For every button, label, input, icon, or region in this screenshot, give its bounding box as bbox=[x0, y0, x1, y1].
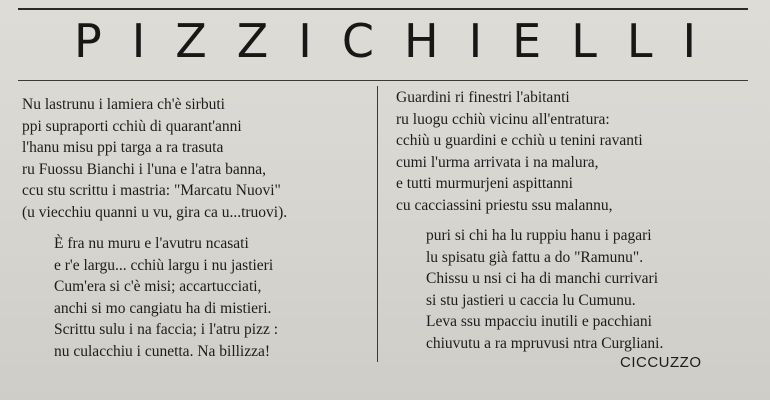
verse-line: e r'e largu... cchiù largu i nu jastieri bbox=[54, 256, 274, 274]
verse-line: lu spisatu già fattu a do "Ramunu". bbox=[426, 248, 644, 266]
verse-line: Cum'era si c'è misi; accartucciati, bbox=[54, 278, 262, 295]
verse-line: ru luogu cchiù vicinu all'entratura: bbox=[396, 110, 610, 128]
verse-line: Leva ssu mpacciu inutili e pacchiani bbox=[426, 313, 652, 330]
verse-line: cumi l'urma arrivata i na malura, bbox=[396, 153, 599, 171]
verse-line: chiuvutu a ra mpruvusi ntra Curgliani. bbox=[426, 334, 664, 352]
verse-line: Chissu u nsi ci ha di manchi currivari bbox=[426, 270, 659, 287]
right-stanza-1 bbox=[396, 87, 643, 216]
verse-line: nu culacchiu i cunetta. Na billizza! bbox=[54, 342, 271, 360]
column-divider bbox=[377, 86, 378, 362]
left-stanza-1 bbox=[22, 94, 287, 223]
verse-line: Scrittu sulu i na faccia; i l'atru pizz : bbox=[54, 321, 279, 338]
verse-line: Nu lastrunu i lamiera ch'è sirbuti bbox=[22, 96, 225, 113]
top-rule bbox=[18, 8, 748, 10]
verse-line: È fra nu muru e l'avutru ncasati bbox=[54, 235, 249, 252]
verse-line: puri si chi ha lu ruppiu hanu i pagari bbox=[426, 227, 652, 244]
verse-line: ppi supraporti cchiù di quarant'anni bbox=[22, 117, 242, 135]
title-underline bbox=[18, 80, 748, 81]
right-stanza-2 bbox=[426, 225, 663, 354]
verse-line: (u viecchiu quanni u vu, gira ca u...truovi). bbox=[22, 203, 288, 221]
author-signature: CICCUZZO bbox=[620, 354, 702, 371]
verse-line: Guardini ri finestri l'abitanti bbox=[396, 89, 570, 106]
verse-line: anchi si mo cangiatu ha di mistieri. bbox=[54, 299, 272, 317]
page-title: PIZZICHIELLI bbox=[73, 14, 727, 68]
verse-line: l'hanu misu ppi targa a ra trasuta bbox=[22, 139, 224, 156]
left-stanza-2 bbox=[54, 233, 278, 362]
verse-line: cu cacciassini priestu ssu malannu, bbox=[396, 196, 613, 214]
verse-line: cchiù u guardini e cchiù u tenini ravanti bbox=[396, 132, 643, 149]
verse-line: ccu stu scrittu i mastria: "Marcatu Nuovi" bbox=[22, 182, 281, 199]
verse-line: si stu jastieri u caccia lu Cumunu. bbox=[426, 291, 636, 309]
verse-line: e tutti murmurjeni aspittanni bbox=[396, 175, 573, 192]
verse-line: ru Fuossu Bianchi i l'una e l'atra banna, bbox=[22, 160, 267, 178]
